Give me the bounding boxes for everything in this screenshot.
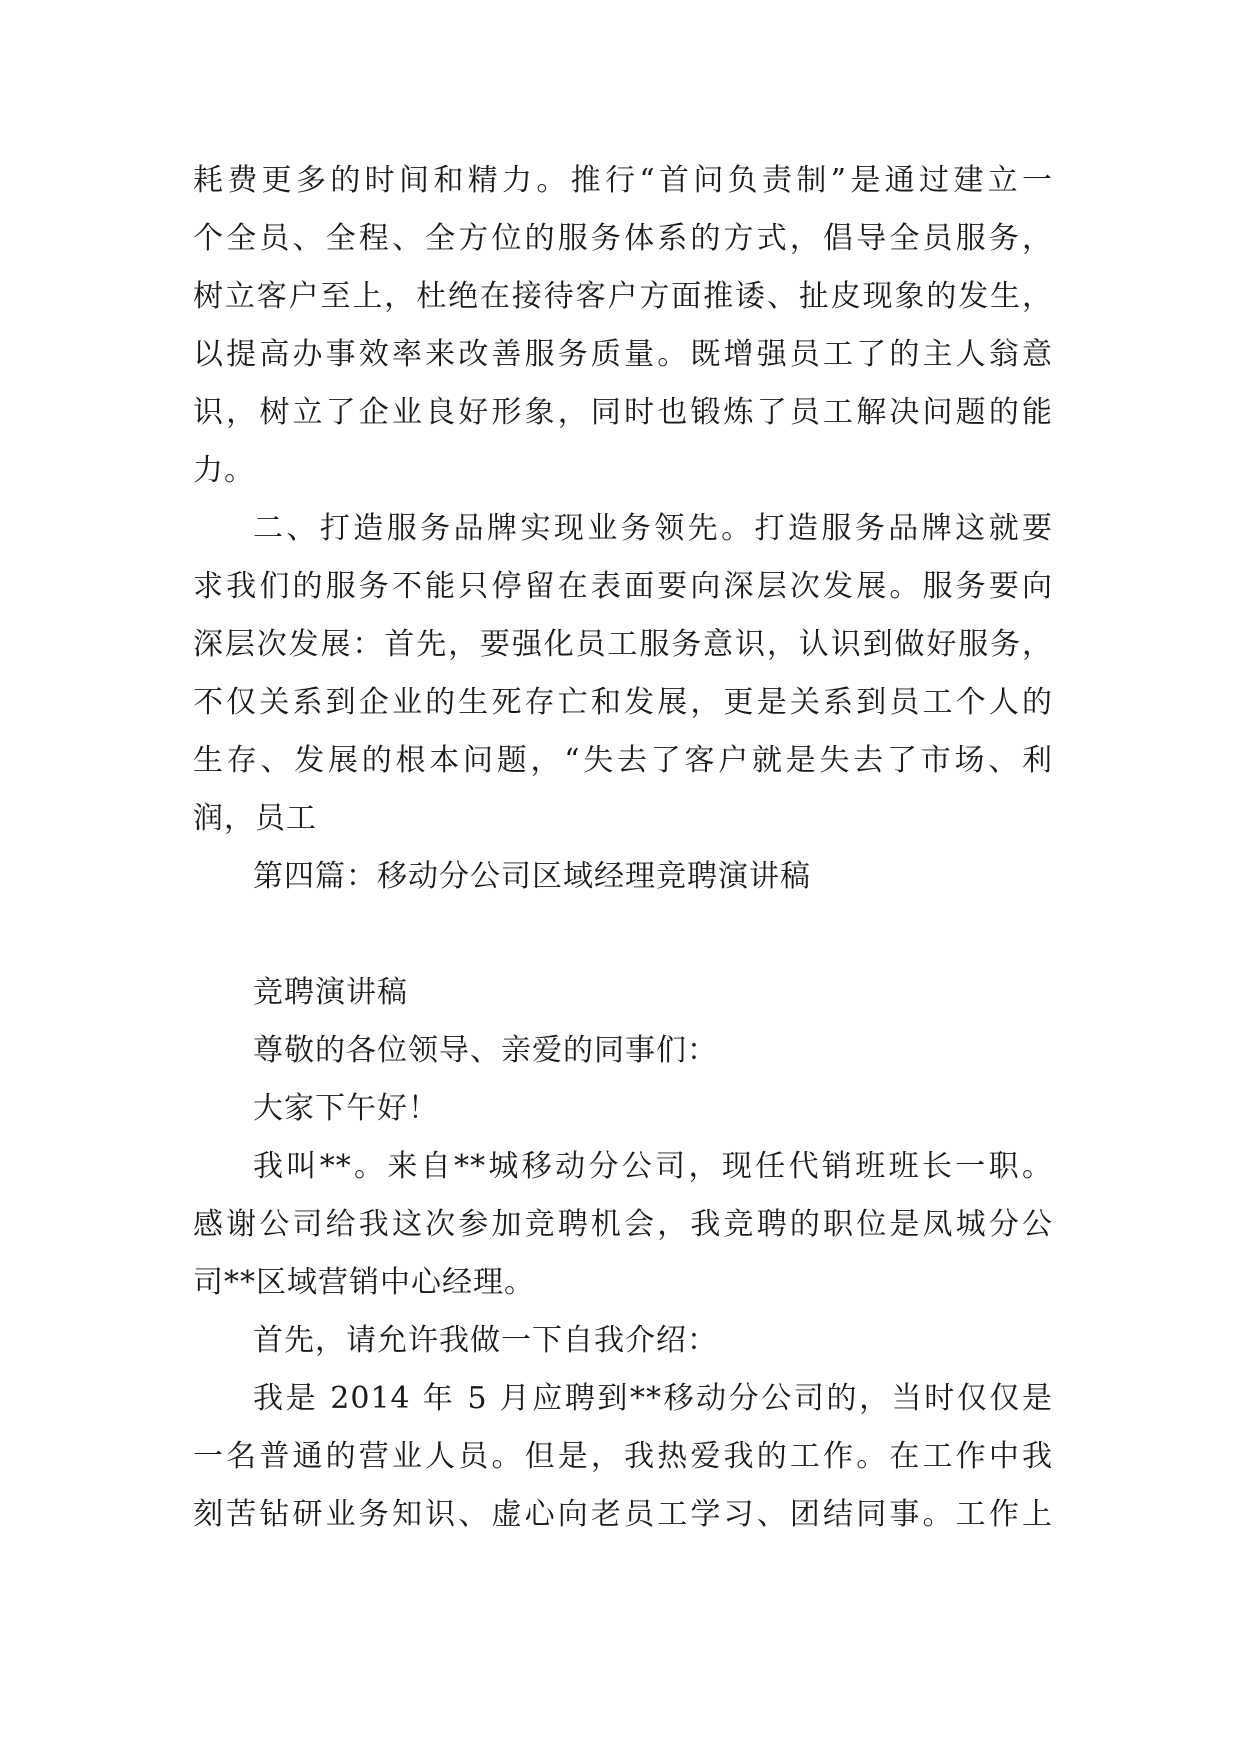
speech-title: 竞聘演讲稿 (253, 975, 408, 1010)
text-line: 一名普通的营业人员。但是，我热爱我的工作。在工作中我 (193, 1439, 1053, 1474)
text-line: 感谢公司给我这次参加竞聘机会，我竞聘的职位是凤城分公 (193, 1207, 1053, 1242)
salutation: 尊敬的各位领导、亲爱的同事们： (253, 1033, 718, 1068)
blank-gap (193, 906, 1053, 964)
text-line: 润，员工 (193, 801, 317, 836)
text-line: 不仅关系到企业的生死存亡和发展，更是关系到员工个人的 (193, 685, 1053, 720)
text-line: 刻苦钻研业务知识、虚心向老员工学习、团结同事。工作上 (193, 1497, 1053, 1532)
document-body (193, 152, 1053, 1544)
section-heading: 第四篇：移动分公司区域经理竞聘演讲稿 (253, 859, 811, 894)
paragraph-start-line: 二、打造服务品牌实现业务领先。打造服务品牌这就要 (253, 511, 1053, 546)
paragraph-start-line: 我是 2014 年 5 月应聘到**移动分公司的，当时仅仅是 (253, 1381, 1053, 1416)
text-line: 求我们的服务不能只停留在表面要向深层次发展。服务要向 (193, 569, 1053, 604)
text-line: 个全员、全程、全方位的服务体系的方式，倡导全员服务， (193, 221, 1053, 256)
text-line: 树立客户至上，杜绝在接待客户方面推诿、扯皮现象的发生， (193, 279, 1053, 314)
text-line: 耗费更多的时间和精力。推行“首问负责制”是通过建立一 (193, 163, 1053, 198)
greeting: 大家下午好！ (253, 1091, 439, 1126)
text-line: 生存、发展的根本问题，“失去了客户就是失去了市场、利 (193, 743, 1053, 778)
paragraph-start-line: 我叫**。来自**城移动分公司，现任代销班班长一职。 (253, 1149, 1053, 1184)
paragraph-start-line: 首先，请允许我做一下自我介绍： (253, 1323, 718, 1358)
text-line: 力。 (193, 453, 255, 488)
text-line: 以提高办事效率来改善服务质量。既增强员工了的主人翁意 (193, 337, 1053, 372)
text-line: 司**区域营销中心经理。 (193, 1265, 535, 1300)
text-line: 识，树立了企业良好形象，同时也锻炼了员工解决问题的能 (193, 395, 1053, 430)
text-line: 深层次发展：首先，要强化员工服务意识，认识到做好服务， (193, 627, 1053, 662)
